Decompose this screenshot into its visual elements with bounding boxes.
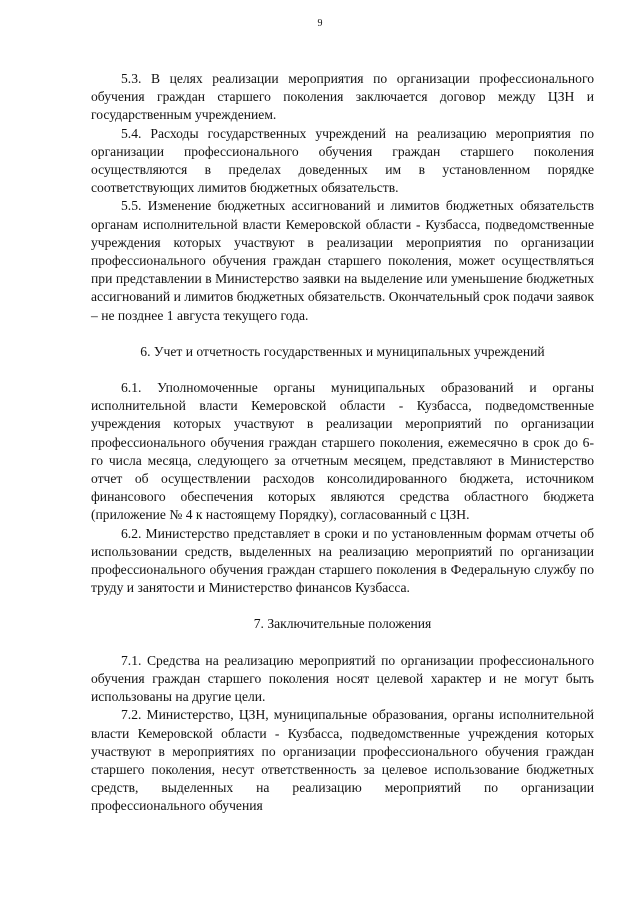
paragraph-5-4: 5.4. Расходы государственных учреждений на реализацию мероприятия по организации профессионального обучения граждан старшего поколения осуществляются в пределах доведенных им в установленном порядке соответствующих лимитов бюджетных обязательств. xyxy=(91,125,594,196)
paragraph-7-1: 7.1. Средства на реализацию мероприятий по организации профессионального обучения граждан старшего поколения носят целевой характер и не могут быть использованы на другие цели. xyxy=(91,652,594,705)
paragraph-7-2: 7.2. Министерство, ЦЗН, муниципальные образования, органы исполнительной власти Кемеровской области - Кузбасса, подведомственные учреждения которых участвуют в мероприятиях по организации профессионального обучения граждан старшего поколения, несут ответственность за целевое использование бюджетных средств, выделенных на реализацию мероприятий по организации профессионального обучения xyxy=(91,707,594,814)
document-body xyxy=(91,70,594,816)
section-heading-7: 7. Заключительные положения xyxy=(253,616,432,632)
paragraph-5-3: 5.3. В целях реализации мероприятия по организации профессионального обучения граждан старшего поколения заключается договор между ЦЗН и государственным учреждением. xyxy=(91,71,594,123)
paragraph-6-1: 6.1. Уполномоченные органы муниципальных образований и органы исполнительной власти Кемеровской области - Кузбасса, подведомственные учреждения которых участвуют в реализации мероприятий по организации профессионального обучения граждан старшего поколения, ежемесячно в срок до 6-го числа месяца, следующего за отчетным месяцем, представляют в Министерство отчет об осуществлении расходов консолидированного бюджета, источником финансового обеспечения которых являются средства областного бюджета (приложение № 4 к настоящему Порядку), согласованный с ЦЗН. xyxy=(91,380,594,523)
paragraph-6-2: 6.2. Министерство представляет в сроки и по установленным формам отчеты об использовании средств, выделенных на реализацию мероприятий по организации профессионального обучения граждан старшего поколения в Федеральную службу по труду и занятости и Министерство финансов Кузбасса. xyxy=(91,525,594,596)
section-heading-6: 6. Учет и отчетность государственных и муниципальных учреждений xyxy=(140,343,545,359)
page-number: 9 xyxy=(317,18,323,29)
paragraph-5-5: 5.5. Изменение бюджетных ассигнований и лимитов бюджетных обязательств органам исполнительной власти Кемеровской области - Кузбасса, подведомственные учреждения которых участвуют в реализации мероприятия по организации профессионального обучения граждан старшего поколения, может осуществляться при представлении в Министерство заявки на выделение или уменьшение бюджетных ассигнований и лимитов бюджетных обязательств. Окончательный срок подачи заявок – не позднее 1 августа текущего года. xyxy=(91,198,594,323)
